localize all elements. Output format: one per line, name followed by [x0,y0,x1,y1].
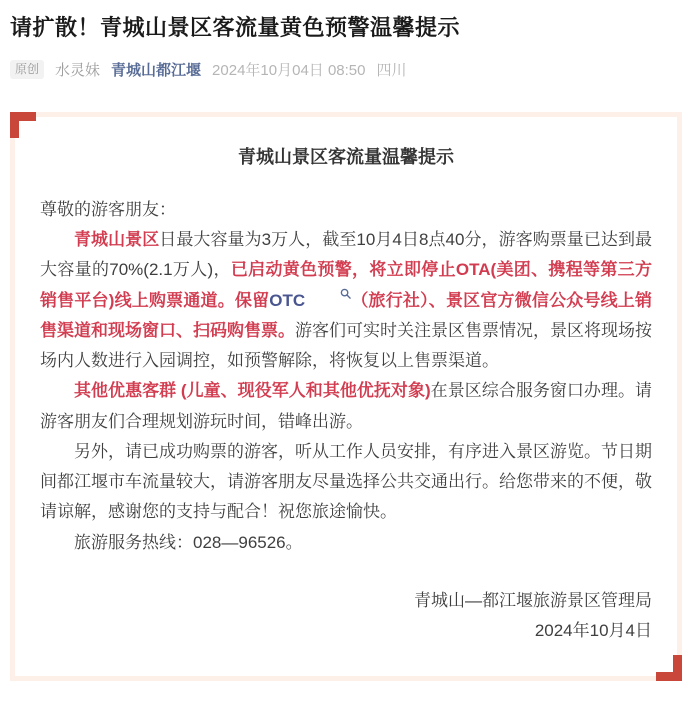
notice-box [10,112,682,682]
signature-org: 青城山—都江堰旅游景区管理局 [414,590,652,610]
hotline-line [40,528,652,558]
corner-bracket-bottom-right [656,655,682,681]
greeting-line [40,195,652,225]
signature-block [40,586,652,647]
publish-location: 四川 [376,61,407,79]
search-icon [306,288,351,299]
discount-groups-highlight: 其他优惠客群 (儿童、现役军人和其他优抚对象) [74,381,431,401]
paragraph-capacity-alert [40,225,652,376]
scenic-area-name-highlight: 青城山景区 [74,230,160,250]
discount-groups-text: 在景区综合服务窗口办理。请游客朋友们合理规划游玩时间，错峰出游。 [40,381,653,431]
notice-body [40,195,652,558]
greeting-text: 尊敬的游客朋友： [40,199,176,219]
travel-advice-text: 另外，请已成功购票的游客，听从工作人员安排，有序进入景区游览。节日期间都江堰市车流量较大，请游客朋友尽量选择公共交通出行。给您带来的不便，敬请谅解，感谢您的支持与配合！祝您旅途愉快。 [40,441,652,522]
paragraph-discount-groups [40,376,652,437]
article-meta [10,59,682,80]
otc-link-label: OTC [269,290,306,310]
account-link[interactable]: 青城山都江堰 [111,61,202,79]
sales-channels-text: （旅行社）、景区官方微信公众号线上销售渠道和现场窗口、扫码购售票。 [40,290,652,340]
signature-date: 2024年10月4日 [534,621,652,641]
notice-title: 青城山景区客流量温馨提示 [238,146,454,167]
capacity-text: 日最大容量为3万人，截至10月4日8点40分，游客购票量已达到最大容量的70%(2.1万人)， [40,230,653,280]
yellow-alert-text: 已启动黄色预警，将立即停止OTA(美团、携程等第三方销售平台)线上购票通道。保留 [40,260,652,310]
otc-search-link[interactable] [269,291,351,310]
ticket-control-text: 游客们可实时关注景区售票情况，景区将现场按场内人数进行入园调控，如预警解除，将恢复以上售票渠道。 [40,320,652,371]
publish-datetime: 2024年10月04日 08:50 [212,61,366,79]
article-title: 请扩散！青城山景区客流量黄色预警温馨提示 [10,15,461,40]
original-badge: 原创 [10,60,44,78]
corner-bracket-top-left [10,112,36,138]
hotline-text: 旅游服务热线：028—96526。 [74,532,303,552]
author-name: 水灵妹 [55,61,101,79]
paragraph-travel-advice [40,437,652,528]
